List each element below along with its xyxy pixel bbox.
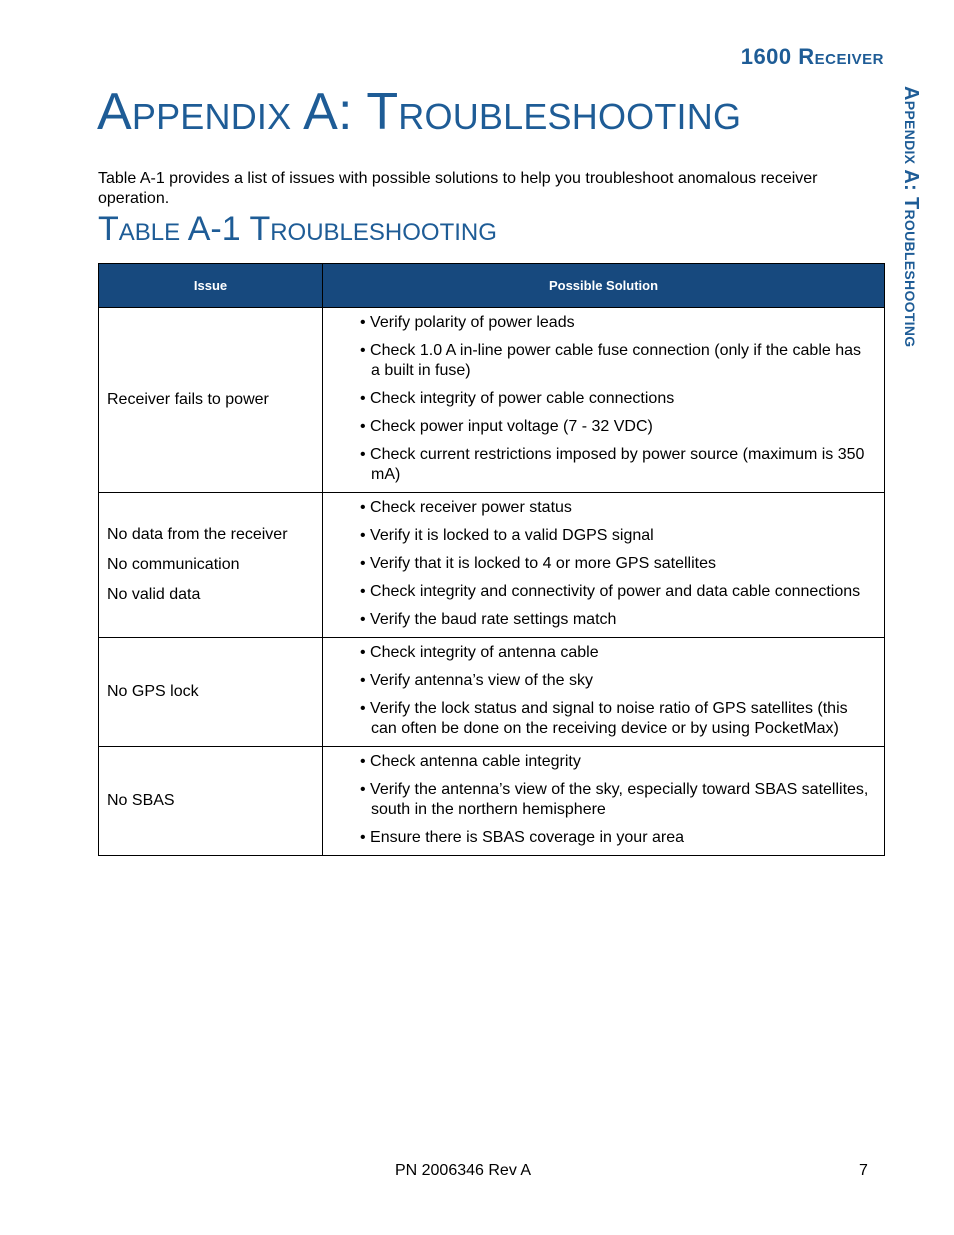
solution-item: • Check integrity of power cable connections bbox=[360, 389, 872, 409]
solution-cell bbox=[323, 747, 885, 856]
solution-item: • Check power input voltage (7 - 32 VDC) bbox=[360, 417, 872, 437]
table-row bbox=[99, 638, 885, 747]
solution-item: • Check 1.0 A in-line power cable fuse connection (only if the cable has a built in fuse) bbox=[360, 341, 872, 381]
solution-item: • Check integrity of antenna cable bbox=[360, 643, 872, 663]
solution-item: • Verify polarity of power leads bbox=[360, 313, 872, 333]
solution-item: • Verify the baud rate settings match bbox=[360, 610, 872, 630]
header-issue: Issue bbox=[99, 264, 323, 308]
issue-text: No SBAS bbox=[107, 792, 175, 809]
solution-item: • Check integrity and connectivity of power and data cable connections bbox=[360, 582, 872, 602]
issue-text: No data from the receiver bbox=[107, 526, 288, 543]
running-header: 1600 Receiver bbox=[740, 44, 884, 69]
intro-paragraph: Table A-1 provides a list of issues with possible solutions to help you troubleshoot anomalous receiver operation. bbox=[98, 170, 818, 207]
solution-cell bbox=[323, 638, 885, 747]
solution-item: • Verify it is locked to a valid DGPS signal bbox=[360, 526, 872, 546]
solution-cell bbox=[323, 308, 885, 493]
issue-text: No GPS lock bbox=[107, 683, 199, 700]
solution-cell bbox=[323, 493, 885, 638]
issue-cell bbox=[99, 308, 323, 493]
header-possible-solution: Possible Solution bbox=[323, 264, 885, 308]
table-row bbox=[99, 308, 885, 493]
solution-item: • Ensure there is SBAS coverage in your area bbox=[360, 828, 872, 848]
issue-cell bbox=[99, 638, 323, 747]
solution-item: • Check current restrictions imposed by power source (maximum is 350 mA) bbox=[360, 445, 872, 485]
issue-cell bbox=[99, 747, 323, 856]
issue-text: Receiver fails to power bbox=[107, 391, 269, 408]
solution-item: • Check antenna cable integrity bbox=[360, 752, 872, 772]
footer-part-number: PN 2006346 Rev A bbox=[394, 1162, 532, 1179]
table-title: Table A-1 Troubleshooting bbox=[98, 210, 497, 248]
footer-page-number: 7 bbox=[859, 1162, 868, 1179]
issue-text: No communication bbox=[107, 556, 240, 573]
table-row bbox=[99, 747, 885, 856]
troubleshooting-table bbox=[98, 263, 885, 856]
solution-item: • Verify antenna’s view of the sky bbox=[360, 671, 872, 691]
issue-text: No valid data bbox=[107, 586, 201, 603]
solution-item: • Verify the lock status and signal to noise ratio of GPS satellites (this can often be done on the receiving device or by using PocketMax) bbox=[360, 699, 872, 739]
solution-item: • Check receiver power status bbox=[360, 498, 872, 518]
solution-item: • Verify that it is locked to 4 or more GPS satellites bbox=[360, 554, 872, 574]
solution-item: • Verify the antenna’s view of the sky, especially toward SBAS satellites, south in the northern hemisphere bbox=[360, 780, 872, 820]
page-title: Appendix A: Troubleshooting bbox=[97, 83, 742, 141]
table-header-row bbox=[99, 264, 885, 308]
table-row bbox=[99, 493, 885, 638]
issue-cell bbox=[99, 493, 323, 638]
side-tab: Appendix A: Troubleshooting bbox=[900, 86, 922, 348]
